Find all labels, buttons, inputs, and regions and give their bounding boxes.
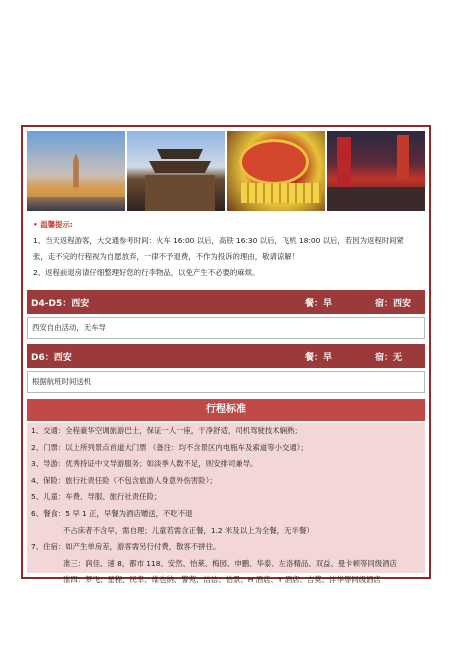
- day-header-d4-d5: [27, 290, 425, 314]
- standard-item: 4、保险：旅行社责任险（不包含旅游人身意外伤害险）；: [31, 475, 217, 485]
- notice-line: 1、当天返程游客，大交通参考时间：火车 16:00 以后，高铁 16:30 以后，飞机 18:00 以后，若因为返程时间紧: [33, 236, 404, 245]
- photo-muslim-street: [327, 131, 425, 211]
- photo-city-wall-night: [27, 131, 125, 211]
- day-desc-d6: 根据航班时间送机: [27, 371, 425, 393]
- standard-item: 5、儿童：车费、导服、旅行社责任险；: [31, 492, 162, 502]
- standards-list: [27, 423, 425, 585]
- day-title: D6：西安: [31, 352, 72, 363]
- day-header-d6: [27, 344, 425, 368]
- day-stay: 宿：西安: [375, 298, 412, 309]
- day-meal: 餐：早: [305, 352, 333, 363]
- notice-line: 2、返程前退房请仔细整理好您的行李物品，以免产生不必要的麻烦。: [33, 268, 260, 277]
- photo-local-food: [227, 131, 325, 211]
- day-desc-d4-d5: 西安自由活动，无车导: [27, 317, 425, 339]
- standard-item: 6、餐食：5 早 1 正，早餐为酒店赠送，不吃不退: [31, 508, 193, 518]
- day-stay: 宿：无: [375, 352, 403, 363]
- standard-item: 准三：润佳、速 8、都市 118、安然、怡莱、梅园、申鹏、华泰、左洛精品、双益、曼卡顿等同级酒店: [63, 558, 397, 568]
- day-title: D4-D5：西安: [31, 298, 90, 309]
- standard-item: 不占床者不含早，需自理；儿童若需含正餐，1.2 米及以上为全餐，无半餐）: [63, 525, 314, 535]
- standard-item: 3、导游：优秀持证中文导游服务；如淡季人数不足，则安排司兼导。: [31, 459, 258, 469]
- photo-bell-tower: [127, 131, 225, 211]
- standard-item: 7、住宿：如产生单房差，游客需另行付费，散客不拼住。: [31, 542, 221, 552]
- itinerary-frame: [21, 125, 431, 585]
- standards-title: 行程标准: [27, 399, 425, 421]
- standard-item: 准四：梦飞、星程、民幸、维也纳、警苑、洁洁、怡景、H 酒店、Y 酒店、吉莫、沣华等同级酒店: [63, 575, 381, 585]
- notice-title: • 温馨提示:: [33, 220, 73, 229]
- warm-notice: [27, 217, 425, 281]
- notice-line: 张，走不完的行程视为自愿放弃，一律不予退费，不作为投诉的理由，敬请谅解！: [33, 252, 300, 261]
- day-meal: 餐：早: [305, 298, 333, 309]
- photo-strip: [27, 131, 425, 211]
- standard-item: 1、交通：全程豪华空调旅游巴士，保证一人一座，干净舒适，司机驾驶技术娴熟；: [31, 426, 302, 435]
- standard-item: 2、门票：以上所列景点首道大门票 （备注：均不含景区内电瓶车及索道等小交通）；: [31, 442, 308, 452]
